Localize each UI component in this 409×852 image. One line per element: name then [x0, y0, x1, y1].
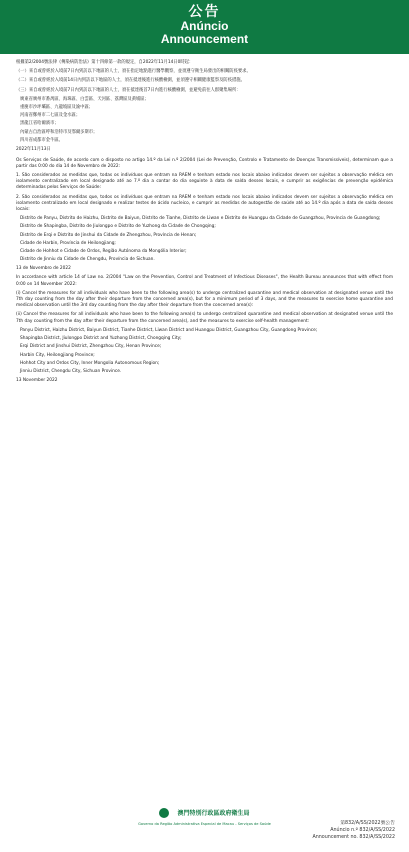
zh-date: 2022年11月13日 [16, 147, 51, 153]
zh-intro: 根據第2/2004號法律《傳染病防治法》第十四條第一款的規定，自2022年11月14日0時起： [16, 60, 194, 65]
pt-date: 13 de Novembro de 2022 [16, 266, 71, 272]
zh-area-item: 黑龍江省哈爾濱市； [20, 121, 59, 127]
title-pt: Anúncio [180, 19, 229, 33]
pt-area-item: Distrito de Jinniu da Cidade de Chengdu, Província de Sichuan. [20, 257, 155, 263]
pt-area-item: Distrito de Shapingba, Distrito de Jiulongpo e Distrito de Yuzhong da Cidade de Chongqing; [20, 224, 216, 230]
announcement-reference [312, 820, 395, 841]
zh-area-list [16, 97, 393, 144]
zh-area-item: 河南省鄭州市二七區及金水區； [20, 113, 81, 119]
en-date: 13 November 2022 [16, 378, 58, 384]
pt-paragraph-2: 2. São considerados as medidas que, todos os indivíduos que entram na RAEM e tenham estado nos locais abaixo indicados devem ser sujeitos a observação médica em isolamento centralizado em local designado e realizar testes de ácido nucleico, e cumprir as medidas de autogestão de saúde até ao 14.º dia após a data de saída desses locais: [16, 194, 393, 213]
title-zh: 公告 [188, 4, 221, 20]
pt-paragraph-1: 1. São considerados as medidas que, todas os indivíduos que entram na RAEM e tenham estado nos locais abaixo indicados devem ser sujeitos a observação médica em isolamento centralizado em local designado até ao 7.º dia a contar do dia seguinte à data de saída desses locais, e cumprir as exigências de prevenção epidémica determinadas pelos Serviços de Saúde: [16, 173, 393, 191]
en-area-list [16, 328, 393, 375]
en-paragraph-2: (ii) Cancel the measures for all individuals who have been to the following area(s) to undergo centralized quarantine and medical observation at designated venue until the 7th day counting from the day after their departure from the concerned area(s), and the measures to exercise self-health management: [16, 312, 393, 324]
reference-pt: Anúncio n.º 832/A/SS/2022 [330, 828, 395, 833]
pt-area-item: Cidade de Harbin, Província de Heilongjiang; [20, 240, 116, 246]
pt-area-list [16, 216, 393, 263]
zh-area-item: 內蒙古自治區呼和浩特市及鄂爾多斯市； [20, 129, 98, 135]
en-area-item: Shapingba District, Jiulongpo District and Yuzhong District, Chongqing City; [20, 336, 182, 342]
issuer-name-pt: Governo da Região Administrativa Especial de Macau - Serviços de Saúde [138, 822, 271, 826]
announcement-header [0, 0, 409, 54]
health-bureau-logo-icon [159, 808, 169, 818]
pt-intro: Os Serviços de Saúde, de acordo com o disposto no artigo 14.º da Lei n.º 2/2004 (Lei de Prevenção, Controlo e Tratamento de Doenças Transmissíveis), determinam que a partir das 0:00 do dia 14 de Novembro de 2022: [16, 157, 393, 169]
zh-paragraph-1: （一）來自或曾經於入境前7日內到訪以下地區的人士，須在指定地點進行醫學觀察，並須遵守衛生局發出的相關防疫要求。 [16, 69, 251, 75]
pt-area-item: Distrito de Panyu, Distrito de Haizhu, Distrito de Baiyun, Distrito de Tianhe, Distrito de Liwan e Distrito de Huangpu da Cidade de Guangzhou, Província de Guangdong; [20, 216, 381, 222]
pt-area-item: Distrito de Erqi e Distrito de Jinshui da Cidade de Zhengzhou, Província de Henan; [20, 232, 197, 238]
en-intro: In accordance with article 14 of Law no. 2/2004 "Law on the Prevention, Control and Treatment of Infectious Diseases", the Health Bureau announces that with effect from 0:00 on 14 November 2022: [16, 275, 393, 287]
zh-paragraph-3: （三）來自或曾經於入境前7日內到訪以下地區的人士，須在抵達後首7日內進行核酸檢測，並避免前往人群聚集場所： [16, 87, 241, 93]
reference-zh: 第832/A/SS/2022號公告 [340, 821, 395, 826]
zh-area-item: 四川省成都市金牛區。 [20, 137, 63, 143]
zh-area-item: 重慶市沙坪壩區、九龍坡區及渝中區； [20, 105, 94, 111]
title-en: Announcement [160, 32, 249, 46]
announcement-footer [0, 800, 409, 852]
pt-area-item: Cidade de Hohhot e Cidade de Ordos, Região Autónoma da Mongólia Interior; [20, 249, 187, 255]
en-paragraph-1: (i) Cancel the measures for all individuals who have been to the following area(s) to undergo centralized quarantine and medical observation at designated venue until the 7th day counting from the day after their departure from the concerned area(s), but for a minimum period of 3 days, and the measures to exercise home quarantine and medical observation until the 3rd day counting from the day after their departure from the concerned area(s): [16, 290, 393, 309]
en-area-item: Hohhot City and Ordos City, Inner Mongolia Autonomous Region; [20, 360, 160, 366]
en-area-item: Panyu District, Haizhu District, Baiyun District, Tianhe District, Liwan District and Huangpu District, Guangzhou City, Guangdong Province; [20, 327, 318, 333]
en-area-item: Harbin City, Heilongjiang Province; [20, 352, 95, 358]
announcement-body [0, 54, 409, 814]
zh-paragraph-2: （二）來自或曾經於入境前14日內到訪以下地區的人士，須在抵達後進行核酸檢測，並須遵守相關健康監察及防疫措施。 [16, 78, 245, 84]
en-area-item: Erqi District and Jinshui District, Zhengzhou City, Henan Province; [20, 344, 162, 350]
reference-en: Announcement no. 832/A/SS/2022 [312, 835, 395, 840]
en-area-item: Jinniu District, Chengdu City, Sichuan Province. [20, 368, 122, 374]
issuer-name-zh: 澳門特別行政區政府衛生局 [177, 810, 250, 817]
zh-area-item: 廣東省廣州市番禺區、海珠區、白雲區、天河區、荔灣區及黃埔區； [20, 96, 149, 102]
